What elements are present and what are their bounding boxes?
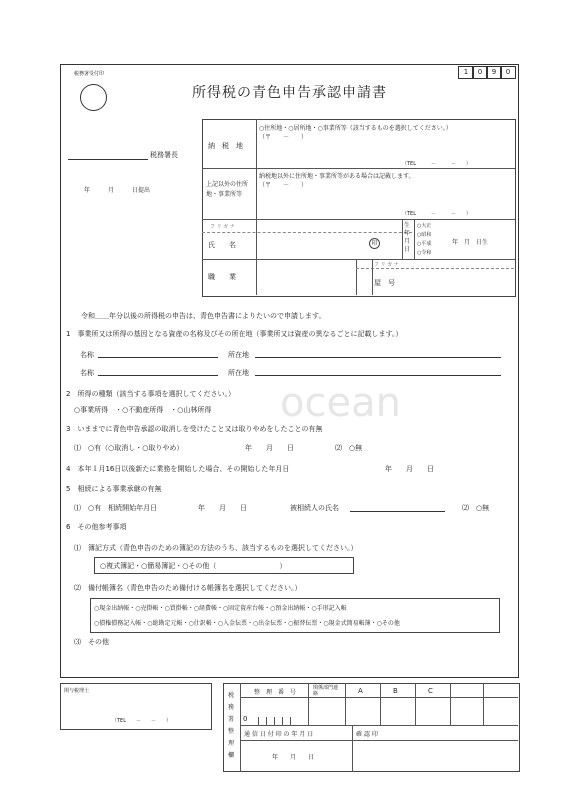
income-type-options[interactable]: ○事業所得 ・○不動産所得 ・○山林所得: [74, 406, 212, 414]
bookkeeping-options[interactable]: ○複式簿記・○簡易簿記・○その他（ ）: [100, 562, 287, 570]
business-location-label: 所在地: [228, 351, 249, 359]
applicant-divider: [256, 119, 257, 295]
birth-date[interactable]: 年 月 日生: [452, 239, 489, 246]
office-name-line[interactable]: [68, 159, 148, 160]
row-divider: [202, 259, 515, 260]
office-col-divider: [483, 683, 484, 725]
inheritance-yes[interactable]: ⑴ ○有 相続開始年月日: [74, 504, 158, 512]
section-6-heading: 6 その他参考事項: [66, 523, 127, 531]
office-suffix: 税務署長: [150, 151, 178, 159]
digit-tick: [282, 717, 283, 725]
form-code-digit: 9: [486, 66, 502, 79]
intro-text: 令和＿＿年分以後の所得税の申告は、青色申告書によりたいので申請します。: [81, 312, 326, 320]
tax-place-options[interactable]: ○住所地・○居所地・○事業所等（該当するものを選択してください。）: [259, 125, 452, 132]
business-name-label: 名称: [80, 369, 94, 377]
era-option[interactable]: ○平成: [417, 241, 432, 247]
birth-label: 生年月日: [404, 222, 411, 253]
bookkeeping-heading: ⑴ 簿記方式（青色申告のための簿記の方法のうち、該当するものを選択してください。）: [74, 544, 358, 552]
office-col-divider: [352, 725, 353, 771]
era-option[interactable]: ○昭和: [417, 232, 432, 238]
office-row-divider: [240, 697, 518, 698]
office-col-divider: [308, 683, 309, 725]
birth-divider: [402, 219, 403, 259]
office-row-divider: [240, 740, 518, 741]
office-col-divider: [415, 683, 416, 725]
heir-name-line[interactable]: [350, 511, 445, 512]
row-divider: [202, 168, 515, 169]
inheritance-no[interactable]: ⑵ ○無: [462, 504, 490, 512]
digit-tick: [266, 717, 267, 725]
occupation-label: 職 業: [208, 273, 236, 281]
furigana-divider: [202, 232, 412, 233]
section-1-heading: 1 事業所又は所得の基因となる資産の名称及びその所在地（事業所又は資産の異なるごとに記載します。）: [66, 330, 403, 338]
era-option[interactable]: ○令和: [417, 250, 432, 256]
inheritance-date[interactable]: 年 月 日: [198, 504, 247, 512]
section-3-heading: 3 いままでに青色申告承認の取消しを受けたこと又は取りやめをしたことの有無: [66, 425, 323, 433]
revocation-no[interactable]: ⑵ ○無: [335, 444, 363, 452]
postal-code-2[interactable]: （〒 － ）: [259, 182, 308, 189]
applicant-table: [202, 119, 516, 297]
postal-code[interactable]: （〒 － ）: [259, 134, 308, 141]
business-location-label: 所在地: [228, 369, 249, 377]
furigana-divider: [356, 268, 514, 269]
era-option[interactable]: ○大正: [417, 223, 432, 229]
receipt-stamp-label: 税務署受付印: [74, 71, 105, 77]
furigana-label: フ リ ガ ナ: [210, 224, 235, 230]
col-label: B: [393, 687, 398, 695]
ledger-options-row2[interactable]: ○債権債務記入帳・○総勘定元帳・○仕訳帳・○入金伝票・○出金伝票・○振替伝票・○現金式簡易帳簿・○その他: [94, 620, 400, 627]
kankei-bumon-label: 関係部門連 絡: [313, 685, 344, 697]
seal-mark: 印: [369, 238, 380, 249]
col-label: A: [358, 687, 363, 695]
heir-name-label: 被相続人の氏名: [290, 504, 339, 512]
col-label: C: [428, 687, 433, 695]
birth-divider: [414, 219, 415, 259]
tel[interactable]: （TEL － － ）: [402, 161, 472, 167]
business-name-label: 名称: [80, 351, 94, 359]
seiri-zero: 0: [243, 715, 248, 723]
tax-place-label: 納 税 地: [208, 142, 243, 150]
receipt-stamp-circle: [80, 84, 107, 111]
submission-date[interactable]: 年 月 日提出: [84, 187, 151, 194]
row-divider: [202, 219, 515, 220]
tel-2[interactable]: （TEL － － ）: [402, 211, 472, 217]
tax-accountant-tel[interactable]: （TEL － － ）: [112, 718, 172, 724]
page-title: 所得税の青色申告承認申請書: [192, 85, 387, 101]
office-col-divider: [450, 683, 451, 725]
business-location-line[interactable]: [255, 357, 501, 358]
section-5-heading: 5 相続による事業承継の有無: [66, 485, 162, 493]
seiri-bango-label: 整 理 番 号: [254, 689, 297, 696]
office-use-label: 税務署整理欄: [228, 692, 235, 759]
start-date[interactable]: 年 月 日: [385, 465, 434, 473]
revocation-yes[interactable]: ⑴ ○有（○取消し・○取りやめ）: [74, 444, 184, 452]
watermark-text: ocean: [280, 380, 401, 426]
form-code-digit: 1: [458, 66, 474, 79]
trade-name-label: 屋 号: [374, 279, 395, 287]
office-col-divider: [380, 683, 381, 725]
tax-accountant-label: 関与税理士: [64, 688, 90, 694]
section-2-heading: 2 所得の種類（該当する事項を選択してください。）: [66, 390, 235, 398]
digit-tick: [274, 717, 275, 725]
name-label: 氏 名: [208, 241, 236, 249]
section-4-heading: 4 本年１月16日以後新たに業務を開始した場合、その開始した年月日: [66, 465, 290, 473]
office-col-divider: [345, 683, 346, 725]
trade-label-divider: [372, 259, 373, 295]
other-place-note: 納税地以外に住所地・事業所等がある場合は記載します。: [259, 173, 415, 180]
ledger-options-row1[interactable]: ○現金出納帳・○売掛帳・○買掛帳・○経費帳・○固定資産台帳・○預金出納帳・○手形記入帳: [94, 605, 347, 612]
business-name-line[interactable]: [98, 357, 218, 358]
furigana-label-2: フ リ ガ ナ: [374, 262, 399, 268]
tsushin-date: 年 月 日: [272, 754, 315, 761]
other-place-label: 上記以外の住所地・事業所等: [206, 181, 249, 198]
digit-tick: [258, 717, 259, 725]
ledger-heading: ⑵ 備付帳簿名（青色申告のため備付ける帳簿名を選択してください。）: [74, 584, 302, 592]
form-code-digit: 0: [500, 66, 516, 79]
trade-divider: [356, 259, 357, 295]
kakunin-label: 確 認 印: [356, 731, 378, 738]
business-name-line[interactable]: [98, 375, 218, 376]
office-row-divider: [240, 725, 518, 726]
digit-tick: [290, 717, 291, 725]
revocation-date[interactable]: 年 月 日: [245, 444, 294, 452]
business-location-line[interactable]: [255, 375, 501, 376]
form-code-digit: 0: [472, 66, 488, 79]
tsushin-label: 通 信 日 付 印 の 年 月 日: [244, 731, 314, 738]
other-heading: ⑶ その他: [74, 638, 109, 646]
